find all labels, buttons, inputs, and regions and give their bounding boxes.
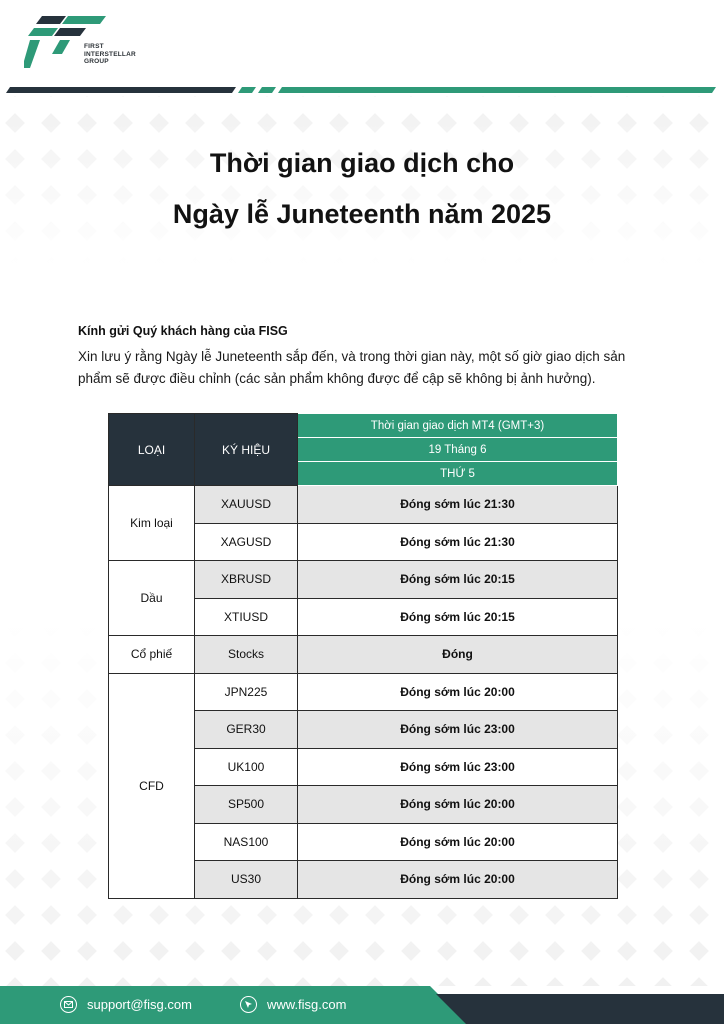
column-header-symbol: KÝ HIỆU [195, 414, 298, 486]
trading-hours-table [108, 413, 618, 899]
status-cell: Đóng sớm lúc 23:00 [298, 748, 618, 786]
footer-email-text: support@fisg.com [87, 997, 192, 1012]
greeting: Kính gửi Quý khách hàng của FISG [78, 324, 288, 338]
status-cell: Đóng sớm lúc 21:30 [298, 486, 618, 524]
column-header-type: LOẠI [109, 414, 195, 486]
page-title-line-1: Thời gian giao dịch cho [209, 148, 515, 178]
symbol-cell: GER30 [195, 711, 298, 749]
symbol-cell: US30 [195, 861, 298, 899]
mail-icon [60, 996, 77, 1013]
footer-email-link[interactable] [60, 996, 192, 1013]
symbol-cell: SP500 [195, 786, 298, 824]
symbol-cell: XBRUSD [195, 561, 298, 599]
category-cell: Kim loại [109, 486, 195, 561]
symbol-cell: XTIUSD [195, 598, 298, 636]
category-cell: Cổ phiế [109, 636, 195, 674]
status-cell: Đóng [298, 636, 618, 674]
column-header-date: 19 Tháng 6 [298, 438, 618, 462]
column-header-trading-time: Thời gian giao dịch MT4 (GMT+3) [298, 414, 618, 438]
brand-name-line: GROUP [84, 58, 109, 65]
symbol-cell: NAS100 [195, 823, 298, 861]
status-cell: Đóng sớm lúc 20:00 [298, 786, 618, 824]
footer-website-text: www.fisg.com [267, 997, 347, 1012]
category-cell: CFD [109, 673, 195, 898]
symbol-cell: Stocks [195, 636, 298, 674]
status-cell: Đóng sớm lúc 20:15 [298, 561, 618, 599]
cursor-icon [240, 996, 257, 1013]
footer-website-link[interactable] [240, 996, 346, 1013]
symbol-cell: XAGUSD [195, 523, 298, 561]
header-divider [0, 86, 724, 94]
status-cell: Đóng sớm lúc 20:00 [298, 673, 618, 711]
status-cell: Đóng sớm lúc 21:30 [298, 523, 618, 561]
status-cell: Đóng sớm lúc 23:00 [298, 711, 618, 749]
symbol-cell: XAUUSD [195, 486, 298, 524]
page-title-line-2: Ngày lễ Juneteenth năm 2025 [172, 199, 552, 229]
column-header-weekday: THỨ 5 [298, 462, 618, 486]
symbol-cell: UK100 [195, 748, 298, 786]
brand-name-line: INTERSTELLAR [84, 50, 136, 58]
brand-name [84, 43, 136, 66]
intro-text: Xin lưu ý rằng Ngày lễ Juneteenth sắp đến, và trong thời gian này, một số giờ giao dịch sản phẩm sẽ được điều chỉnh (các sản phẩm không được để cập sẽ không bị ảnh hưởng). [78, 349, 626, 386]
category-cell: Dầu [109, 561, 195, 636]
symbol-cell: JPN225 [195, 673, 298, 711]
status-cell: Đóng sớm lúc 20:00 [298, 861, 618, 899]
brand-name-line: FIRST [84, 43, 104, 50]
status-cell: Đóng sớm lúc 20:00 [298, 823, 618, 861]
status-cell: Đóng sớm lúc 20:15 [298, 598, 618, 636]
